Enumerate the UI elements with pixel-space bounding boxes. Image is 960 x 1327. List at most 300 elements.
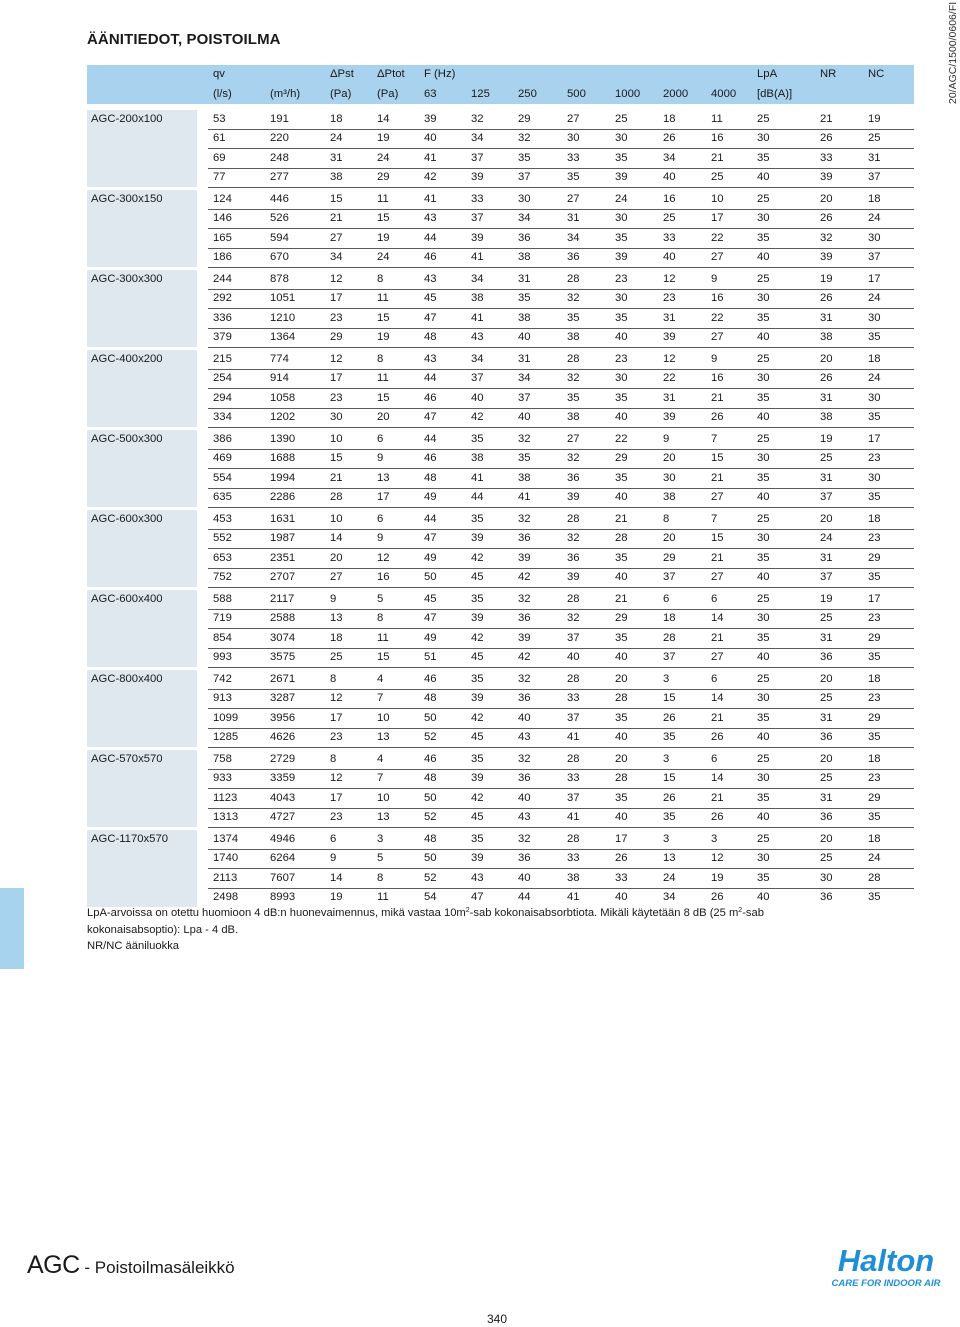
table-cell-freq-125: 45 — [471, 570, 484, 583]
table-cell-nr: 20 — [820, 193, 833, 205]
table-cell-freq-1000: 30 — [615, 292, 628, 305]
table-cell-freq-250: 37 — [518, 170, 531, 183]
table-cell-pressure-static: 18 — [330, 631, 343, 644]
table-cell-nr: 31 — [820, 391, 833, 404]
table-cell-freq-250: 38 — [518, 250, 531, 263]
table-cell-freq-125: 41 — [471, 250, 484, 263]
table-cell-nc: 24 — [868, 212, 881, 225]
table-cell-flow-ls: 186 — [213, 250, 232, 263]
table-cell-freq-4000: 21 — [711, 791, 724, 804]
table-cell-freq-4000: 14 — [711, 772, 724, 785]
table-cell-pressure-total: 8 — [377, 273, 384, 285]
table-cell-flow-ls: 1123 — [213, 791, 238, 804]
header-row1-nr: NR — [820, 68, 837, 80]
table-cell-freq-250: 40 — [518, 871, 531, 884]
row-divider — [208, 507, 914, 508]
table-cell-freq-125: 45 — [471, 810, 484, 823]
table-cell-pressure-static: 10 — [330, 433, 343, 445]
table-cell-nc: 35 — [868, 410, 881, 423]
table-cell-freq-2000: 13 — [663, 852, 676, 865]
table-cell-pressure-static: 29 — [330, 330, 343, 343]
table-cell-pressure-total: 4 — [377, 673, 384, 685]
table-cell-freq-250: 35 — [518, 151, 531, 164]
table-cell-freq-4000: 7 — [711, 513, 718, 525]
table-cell-nc: 18 — [868, 753, 881, 765]
table-cell-pressure-total: 16 — [377, 570, 390, 583]
table-cell-freq-63: 52 — [424, 871, 437, 884]
table-cell-pressure-total: 13 — [377, 471, 390, 484]
table-cell-freq-125: 39 — [471, 170, 484, 183]
table-cell-freq-1000: 28 — [615, 532, 628, 545]
table-cell-flow-ls: 854 — [213, 631, 232, 644]
table-cell-freq-125: 35 — [471, 753, 484, 765]
table-cell-nr: 31 — [820, 551, 833, 564]
table-cell-flow-m3h: 526 — [270, 212, 289, 225]
row-divider — [208, 289, 914, 290]
table-cell-freq-250: 36 — [518, 612, 531, 625]
table-cell-pressure-static: 24 — [330, 132, 343, 145]
table-cell-flow-ls: 53 — [213, 113, 226, 125]
table-cell-lpa: 25 — [757, 193, 770, 205]
table-cell-pressure-static: 30 — [330, 410, 343, 423]
header-row1-pressure-static: ΔPst — [330, 68, 354, 80]
table-cell-flow-ls: 758 — [213, 753, 232, 765]
table-cell-nr: 25 — [820, 852, 833, 865]
table-cell-freq-63: 46 — [424, 250, 437, 263]
table-cell-pressure-static: 23 — [330, 730, 343, 743]
table-cell-lpa: 35 — [757, 151, 770, 164]
row-divider — [208, 427, 914, 428]
table-cell-lpa: 30 — [757, 452, 770, 465]
table-cell-freq-250: 40 — [518, 410, 531, 423]
table-cell-nc: 35 — [868, 330, 881, 343]
table-cell-nc: 30 — [868, 311, 881, 324]
table-cell-freq-1000: 29 — [615, 612, 628, 625]
table-cell-freq-500: 33 — [567, 151, 580, 164]
table-cell-freq-4000: 3 — [711, 833, 718, 845]
table-cell-freq-63: 49 — [424, 631, 437, 644]
table-cell-nr: 25 — [820, 692, 833, 705]
table-cell-nc: 23 — [868, 452, 881, 465]
table-cell-freq-2000: 29 — [663, 551, 676, 564]
table-cell-freq-125: 32 — [471, 113, 484, 125]
table-cell-nc: 17 — [868, 433, 881, 445]
table-cell-freq-250: 32 — [518, 673, 531, 685]
table-cell-flow-ls: 653 — [213, 551, 232, 564]
table-cell-flow-ls: 588 — [213, 593, 232, 605]
table-cell-nr: 37 — [820, 570, 833, 583]
table-cell-lpa: 40 — [757, 490, 770, 503]
row-divider — [208, 488, 914, 489]
table-cell-freq-63: 48 — [424, 772, 437, 785]
table-cell-nc: 31 — [868, 151, 881, 164]
table-cell-freq-500: 38 — [567, 410, 580, 423]
row-divider — [208, 648, 914, 649]
table-cell-freq-1000: 40 — [615, 650, 628, 663]
table-cell-lpa: 40 — [757, 170, 770, 183]
table-cell-nc: 29 — [868, 551, 881, 564]
table-cell-nc: 23 — [868, 612, 881, 625]
table-cell-freq-63: 47 — [424, 532, 437, 545]
table-cell-freq-2000: 40 — [663, 250, 676, 263]
table-notes — [87, 903, 917, 955]
table-cell-freq-125: 42 — [471, 410, 484, 423]
table-cell-freq-2000: 26 — [663, 132, 676, 145]
row-divider — [208, 468, 914, 469]
table-cell-freq-500: 28 — [567, 593, 580, 605]
table-cell-freq-250: 40 — [518, 330, 531, 343]
table-cell-freq-500: 37 — [567, 631, 580, 644]
row-divider — [208, 827, 914, 828]
model-label: AGC-1170x570 — [91, 833, 169, 845]
table-cell-pressure-static: 23 — [330, 810, 343, 823]
table-cell-freq-63: 44 — [424, 372, 437, 385]
row-divider — [208, 369, 914, 370]
table-cell-lpa: 35 — [757, 711, 770, 724]
table-cell-freq-125: 44 — [471, 490, 484, 503]
table-cell-freq-2000: 28 — [663, 631, 676, 644]
table-cell-lpa: 40 — [757, 890, 770, 903]
header-row2-lpa: [dB(A)] — [757, 88, 793, 100]
table-cell-freq-2000: 33 — [663, 231, 676, 244]
table-cell-flow-m3h: 1364 — [270, 330, 296, 343]
model-label: AGC-400x200 — [91, 353, 163, 365]
table-cell-nr: 36 — [820, 810, 833, 823]
row-divider — [208, 168, 914, 169]
table-cell-flow-m3h: 6264 — [270, 852, 296, 865]
table-cell-freq-2000: 39 — [663, 410, 676, 423]
table-cell-freq-125: 42 — [471, 791, 484, 804]
table-cell-freq-1000: 35 — [615, 551, 628, 564]
table-cell-freq-125: 41 — [471, 311, 484, 324]
table-cell-flow-ls: 146 — [213, 212, 232, 225]
table-cell-nr: 26 — [820, 212, 833, 225]
table-cell-lpa: 35 — [757, 391, 770, 404]
table-cell-freq-1000: 30 — [615, 132, 628, 145]
table-cell-nr: 31 — [820, 711, 833, 724]
table-cell-freq-63: 52 — [424, 810, 437, 823]
row-divider — [208, 408, 914, 409]
table-cell-nr: 20 — [820, 673, 833, 685]
table-cell-flow-ls: 69 — [213, 151, 226, 164]
table-cell-freq-125: 37 — [471, 372, 484, 385]
table-cell-freq-500: 31 — [567, 212, 580, 225]
table-cell-nr: 38 — [820, 330, 833, 343]
table-cell-freq-250: 42 — [518, 650, 531, 663]
table-cell-freq-63: 48 — [424, 471, 437, 484]
table-cell-lpa: 40 — [757, 730, 770, 743]
table-cell-nc: 18 — [868, 833, 881, 845]
table-cell-nc: 23 — [868, 532, 881, 545]
table-cell-freq-63: 52 — [424, 730, 437, 743]
table-cell-nr: 39 — [820, 250, 833, 263]
table-cell-flow-ls: 254 — [213, 372, 232, 385]
table-cell-lpa: 30 — [757, 772, 770, 785]
table-cell-flow-m3h: 248 — [270, 151, 289, 164]
table-cell-freq-2000: 12 — [663, 353, 676, 365]
table-cell-freq-4000: 27 — [711, 570, 724, 583]
table-cell-freq-4000: 15 — [711, 452, 724, 465]
table-cell-flow-m3h: 7607 — [270, 871, 296, 884]
table-cell-freq-1000: 40 — [615, 490, 628, 503]
table-cell-freq-125: 35 — [471, 433, 484, 445]
table-cell-pressure-total: 11 — [377, 890, 389, 903]
table-cell-freq-1000: 35 — [615, 711, 628, 724]
table-cell-flow-ls: 2498 — [213, 890, 239, 903]
table-cell-nr: 21 — [820, 113, 833, 125]
table-cell-lpa: 40 — [757, 650, 770, 663]
table-cell-flow-ls: 336 — [213, 311, 232, 324]
table-cell-freq-125: 39 — [471, 852, 484, 865]
table-cell-freq-125: 35 — [471, 513, 484, 525]
table-cell-lpa: 40 — [757, 810, 770, 823]
table-cell-freq-63: 43 — [424, 273, 437, 285]
table-cell-freq-1000: 20 — [615, 753, 628, 765]
row-divider — [208, 728, 914, 729]
table-cell-flow-m3h: 4626 — [270, 730, 296, 743]
table-cell-freq-1000: 33 — [615, 871, 628, 884]
table-cell-flow-m3h: 878 — [270, 273, 289, 285]
table-cell-flow-m3h: 1210 — [270, 311, 296, 324]
table-cell-freq-125: 34 — [471, 353, 484, 365]
table-cell-freq-250: 35 — [518, 292, 531, 305]
header-row2-flow-ls: (l/s) — [213, 88, 232, 100]
table-cell-freq-1000: 39 — [615, 250, 628, 263]
model-label: AGC-800x400 — [91, 673, 163, 685]
table-cell-freq-4000: 16 — [711, 132, 724, 145]
table-cell-freq-1000: 35 — [615, 151, 628, 164]
table-cell-flow-m3h: 2588 — [270, 612, 296, 625]
product-code: AGC — [27, 1251, 80, 1279]
table-cell-nr: 30 — [820, 871, 833, 884]
table-cell-nc: 37 — [868, 170, 881, 183]
table-cell-freq-1000: 21 — [615, 513, 628, 525]
table-cell-freq-1000: 30 — [615, 372, 628, 385]
table-cell-freq-250: 30 — [518, 193, 531, 205]
table-cell-pressure-static: 9 — [330, 593, 337, 605]
table-cell-freq-125: 42 — [471, 551, 484, 564]
table-cell-freq-125: 35 — [471, 673, 484, 685]
table-cell-flow-ls: 244 — [213, 273, 232, 285]
table-cell-freq-500: 27 — [567, 193, 580, 205]
table-cell-freq-1000: 40 — [615, 810, 628, 823]
table-cell-nr: 25 — [820, 452, 833, 465]
table-cell-freq-250: 40 — [518, 791, 531, 804]
table-cell-flow-m3h: 8993 — [270, 890, 296, 903]
table-cell-pressure-static: 27 — [330, 570, 343, 583]
table-cell-pressure-total: 20 — [377, 410, 390, 423]
table-cell-pressure-total: 13 — [377, 810, 390, 823]
table-cell-nc: 17 — [868, 593, 881, 605]
table-cell-nr: 25 — [820, 772, 833, 785]
table-cell-flow-ls: 453 — [213, 513, 232, 525]
table-cell-freq-250: 37 — [518, 391, 531, 404]
row-divider — [208, 308, 914, 309]
table-cell-lpa: 30 — [757, 212, 770, 225]
table-cell-freq-1000: 40 — [615, 730, 628, 743]
table-cell-freq-500: 32 — [567, 292, 580, 305]
header-row2-freq-63: 63 — [424, 88, 437, 100]
table-cell-freq-2000: 35 — [663, 810, 676, 823]
table-cell-freq-125: 40 — [471, 391, 484, 404]
table-cell-freq-250: 40 — [518, 711, 531, 724]
table-cell-freq-2000: 34 — [663, 890, 676, 903]
table-cell-freq-250: 32 — [518, 513, 531, 525]
table-cell-freq-125: 35 — [471, 833, 484, 845]
page-number: 340 — [487, 1312, 508, 1326]
table-cell-lpa: 30 — [757, 292, 770, 305]
table-cell-pressure-static: 38 — [330, 170, 343, 183]
table-cell-lpa: 25 — [757, 353, 770, 365]
table-cell-freq-2000: 26 — [663, 711, 676, 724]
table-cell-freq-1000: 35 — [615, 231, 628, 244]
table-cell-nc: 18 — [868, 673, 881, 685]
table-cell-freq-2000: 25 — [663, 212, 676, 225]
row-divider — [208, 568, 914, 569]
table-cell-nc: 24 — [868, 292, 881, 305]
table-cell-freq-4000: 21 — [711, 551, 724, 564]
table-cell-pressure-total: 8 — [377, 353, 384, 365]
table-cell-freq-125: 45 — [471, 650, 484, 663]
table-cell-nr: 36 — [820, 730, 833, 743]
table-cell-nr: 37 — [820, 490, 833, 503]
table-cell-freq-125: 39 — [471, 532, 484, 545]
table-cell-pressure-total: 6 — [377, 513, 384, 525]
table-cell-nc: 25 — [868, 132, 881, 145]
table-cell-freq-1000: 40 — [615, 410, 628, 423]
table-cell-flow-m3h: 4727 — [270, 810, 296, 823]
page-title: ÄÄNITIEDOT, POISTOILMA — [87, 31, 281, 48]
table-cell-flow-m3h: 774 — [270, 353, 289, 365]
table-cell-freq-4000: 16 — [711, 372, 724, 385]
table-cell-freq-4000: 26 — [711, 810, 724, 823]
table-cell-pressure-static: 12 — [330, 353, 343, 365]
table-cell-pressure-static: 8 — [330, 753, 337, 765]
table-cell-nc: 17 — [868, 273, 881, 285]
table-cell-pressure-static: 17 — [330, 372, 343, 385]
table-cell-flow-m3h: 2117 — [270, 593, 295, 605]
table-cell-flow-ls: 215 — [213, 353, 232, 365]
table-cell-pressure-static: 6 — [330, 833, 337, 845]
table-cell-pressure-total: 8 — [377, 612, 384, 625]
table-cell-nc: 35 — [868, 650, 881, 663]
table-cell-pressure-total: 10 — [377, 791, 390, 804]
table-cell-pressure-total: 11 — [377, 372, 389, 385]
table-cell-freq-2000: 22 — [663, 372, 676, 385]
table-cell-pressure-total: 9 — [377, 532, 384, 545]
table-cell-freq-63: 49 — [424, 490, 437, 503]
table-cell-freq-2000: 8 — [663, 513, 670, 525]
table-cell-nr: 25 — [820, 612, 833, 625]
table-cell-freq-63: 40 — [424, 132, 437, 145]
model-label: AGC-600x300 — [91, 513, 163, 525]
table-cell-freq-63: 42 — [424, 170, 437, 183]
row-divider — [208, 248, 914, 249]
table-cell-flow-m3h: 446 — [270, 193, 289, 205]
table-cell-freq-4000: 27 — [711, 490, 724, 503]
table-cell-freq-1000: 35 — [615, 471, 628, 484]
table-cell-flow-m3h: 670 — [270, 250, 289, 263]
row-divider — [208, 747, 914, 748]
table-cell-freq-1000: 24 — [615, 193, 628, 205]
table-cell-freq-500: 39 — [567, 570, 580, 583]
table-cell-freq-4000: 14 — [711, 612, 724, 625]
table-cell-flow-ls: 386 — [213, 433, 232, 445]
table-cell-freq-2000: 35 — [663, 730, 676, 743]
table-cell-pressure-total: 11 — [377, 292, 389, 305]
table-cell-freq-250: 35 — [518, 452, 531, 465]
table-cell-freq-250: 43 — [518, 730, 531, 743]
table-cell-freq-63: 41 — [424, 151, 437, 164]
table-cell-freq-63: 45 — [424, 593, 437, 605]
table-cell-freq-4000: 6 — [711, 593, 718, 605]
table-cell-freq-500: 40 — [567, 650, 580, 663]
table-cell-nc: 28 — [868, 871, 881, 884]
table-cell-freq-4000: 22 — [711, 231, 724, 244]
table-cell-pressure-total: 24 — [377, 151, 390, 164]
table-cell-freq-500: 33 — [567, 692, 580, 705]
header-row2-flow-m3h: (m³/h) — [270, 88, 301, 100]
table-cell-lpa: 35 — [757, 311, 770, 324]
table-cell-freq-4000: 19 — [711, 871, 724, 884]
halton-logo — [825, 1241, 947, 1289]
table-cell-nr: 19 — [820, 273, 833, 285]
table-cell-nc: 29 — [868, 791, 881, 804]
table-cell-freq-4000: 6 — [711, 753, 718, 765]
row-divider — [208, 788, 914, 789]
table-cell-freq-500: 36 — [567, 250, 580, 263]
table-cell-freq-250: 38 — [518, 471, 531, 484]
table-cell-nc: 29 — [868, 631, 881, 644]
table-cell-freq-250: 34 — [518, 372, 531, 385]
header-row1-freq-63: F (Hz) — [424, 68, 456, 80]
table-cell-nc: 37 — [868, 250, 881, 263]
table-cell-nc: 35 — [868, 730, 881, 743]
table-cell-pressure-total: 7 — [377, 772, 384, 785]
table-cell-freq-125: 39 — [471, 612, 484, 625]
table-cell-freq-125: 35 — [471, 593, 484, 605]
row-divider — [208, 708, 914, 709]
table-cell-freq-2000: 3 — [663, 753, 670, 765]
table-cell-flow-m3h: 4043 — [270, 791, 296, 804]
table-cell-freq-250: 36 — [518, 692, 531, 705]
table-cell-nc: 30 — [868, 231, 881, 244]
table-cell-pressure-total: 19 — [377, 132, 390, 145]
row-divider — [208, 449, 914, 450]
header-row2-pressure-total: (Pa) — [377, 88, 399, 100]
table-cell-nr: 26 — [820, 132, 833, 145]
table-cell-pressure-total: 15 — [377, 212, 390, 225]
table-cell-pressure-static: 13 — [330, 612, 343, 625]
table-cell-nc: 29 — [868, 711, 881, 724]
table-cell-pressure-static: 34 — [330, 250, 343, 263]
table-cell-freq-2000: 3 — [663, 833, 670, 845]
table-cell-freq-500: 32 — [567, 452, 580, 465]
table-cell-pressure-total: 11 — [377, 193, 389, 205]
table-cell-pressure-static: 21 — [330, 212, 343, 225]
row-divider — [208, 587, 914, 588]
row-divider — [208, 209, 914, 210]
table-cell-freq-500: 33 — [567, 852, 580, 865]
table-cell-freq-1000: 40 — [615, 330, 628, 343]
table-cell-freq-1000: 28 — [615, 772, 628, 785]
table-cell-freq-2000: 6 — [663, 593, 670, 605]
table-cell-nr: 31 — [820, 311, 833, 324]
table-cell-freq-500: 41 — [567, 810, 580, 823]
table-cell-freq-2000: 15 — [663, 772, 676, 785]
table-cell-freq-4000: 26 — [711, 890, 724, 903]
row-divider — [208, 628, 914, 629]
